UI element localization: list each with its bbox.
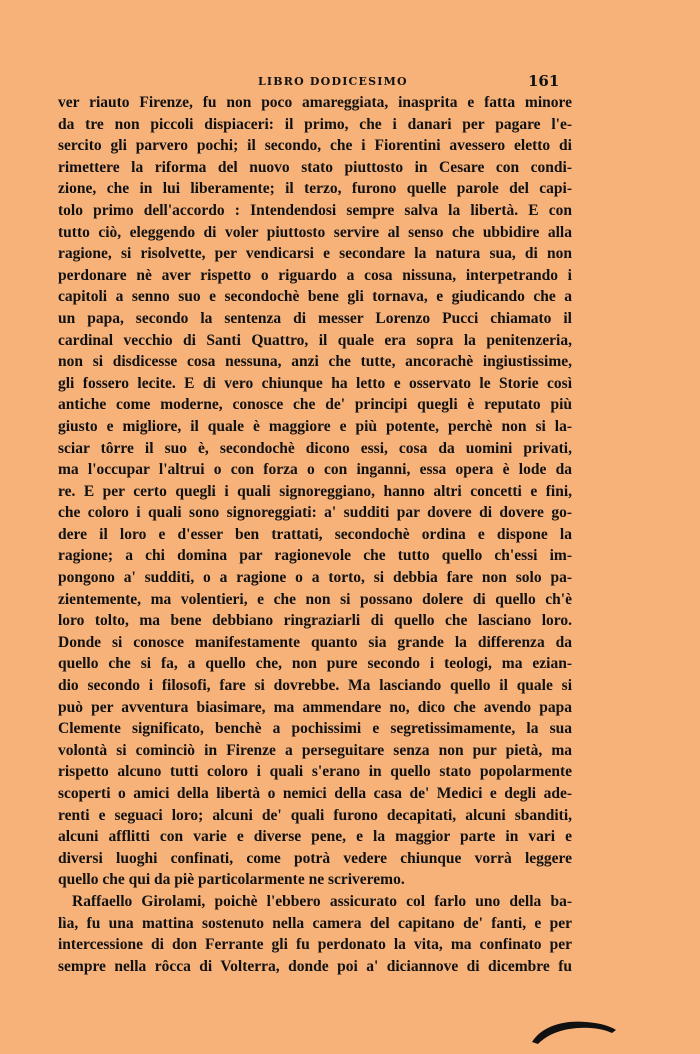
body-text bbox=[58, 92, 572, 975]
text-line: sempre nella rôcca di Volterra, donde poi a' diciannove di dicembre fu bbox=[58, 957, 572, 975]
text-line: non si disdicesse cosa nessuna, anzi che tutte, ancorachè ingiustissime, bbox=[58, 353, 572, 371]
text-line: diversi luoghi confinati, come potrà vedere chiunque vorrà leggere bbox=[58, 849, 572, 867]
text-line: capitoli a senno suo e secondochè bene gli tornava, e giudicando che a bbox=[58, 288, 572, 306]
text-line: un papa, secondo la sentenza di messer Lorenzo Pucci chiamato il bbox=[58, 309, 572, 327]
text-line: Donde si conosce manifestamente quanto sia grande la differenza da bbox=[58, 633, 572, 651]
text-line: Clemente significato, benchè a pochissimi e segretissimamente, la sua bbox=[58, 720, 572, 738]
text-line: quello che qui da piè particolarmente ne scriveremo. bbox=[58, 871, 405, 889]
text-line: lìa, fu una mattina sostenuto nella camera del capitano de' fanti, e per bbox=[58, 914, 572, 932]
text-line: che coloro i quali sono signoreggiati: a' sudditi par dovere di dovere go- bbox=[58, 504, 572, 522]
text-line: volontà si cominciò in Firenze a perseguitare senza non pur pietà, ma bbox=[58, 741, 572, 759]
text-line: intercessione di don Ferrante gli fu perdonato la vita, ma confinato per bbox=[58, 936, 572, 954]
text-line: zione, che in lui liberamente; il terzo, furono quelle parole del capi- bbox=[58, 180, 572, 198]
text-line: alcuni afflitti con varie e diverse pene, e la maggior parte in vari e bbox=[58, 828, 572, 846]
text-line: rimettere la riforma del nuovo stato piuttosto in Cesare con condi- bbox=[58, 158, 572, 176]
text-line: dere il loro e d'esser ben trattati, secondochè ordina e dispone la bbox=[58, 525, 572, 543]
text-line: gli fossero lecite. E di vero chiunque ha letto e osservato le Storie così bbox=[58, 374, 572, 392]
text-line: antiche come moderne, conosce che de' principi quegli è reputato più bbox=[58, 396, 572, 414]
text-line: re. E per certo quegli i quali signoreggiano, hanno altri concetti e fini, bbox=[58, 482, 572, 500]
text-line: ver riauto Firenze, fu non poco amareggiata, inasprita e fatta minore bbox=[58, 94, 572, 111]
text-line: tutto ciò, eleggendo di voler piuttosto servire al senso che ubbidire alla bbox=[58, 223, 572, 241]
text-line: cardinal vecchio di Santi Quattro, il quale era sopra la penitenzeria, bbox=[58, 331, 572, 349]
text-line: ragione; a chi domina par ragionevole che tutto quello ch'essi im- bbox=[58, 547, 572, 565]
text-line: rispetto alcuno tutti coloro i quali s'erano in quello stato popolarmente bbox=[58, 763, 572, 781]
text-line: renti e seguaci loro; alcuni de' quali furono decapitati, alcuni sbanditi, bbox=[58, 806, 572, 824]
text-line: tolo primo dell'accordo : Intendendosi sempre salva la libertà. E con bbox=[58, 201, 572, 219]
text-line: ma l'occupar l'altrui o con forza o con inganni, essa opera è lode da bbox=[58, 461, 572, 479]
text-line: pongono a' sudditi, o a ragione o a torto, si debbia fare non solo pa- bbox=[58, 569, 572, 587]
text-line: scoperti o amici della libertà o nemici della casa de' Medici e degli ade- bbox=[58, 785, 572, 802]
text-line: zientemente, ma volentieri, e che non si possano dolere di quello ch'è bbox=[58, 590, 572, 608]
running-head bbox=[0, 72, 700, 92]
text-line: Raffaello Girolami, poichè l'ebbero assicurato col farlo uno della ba- bbox=[72, 892, 572, 910]
text-line: giusto e migliore, il quale è maggiore e più potente, perchè non si la- bbox=[58, 417, 572, 435]
text-line: dio secondo i filosofi, fare si dovrebbe. Ma lasciando quello il quale si bbox=[58, 677, 572, 695]
running-title: LIBRO DODICESIMO bbox=[258, 75, 408, 88]
page-number: 161 bbox=[528, 72, 560, 90]
text-line: ragione, si risolvette, per vendicarsi e secondare la natura sua, di non bbox=[58, 245, 572, 263]
text-line: sciar tôrre il suo è, secondochè dicono essi, cosa da uomini privati, bbox=[58, 439, 572, 457]
text-line: quello che si fa, a quello che, non pure secondo i teologi, ma ezian- bbox=[58, 655, 572, 673]
ink-blot bbox=[528, 1014, 628, 1054]
text-line: perdonare nè aver rispetto o riguardo a cosa nissuna, interpetrando i bbox=[58, 266, 572, 284]
text-line: sercito gli parvero pochi; il secondo, che i Fiorentini avessero eletto di bbox=[58, 137, 572, 155]
text-line: loro tolto, ma bene debbiano ringraziarli di quello che lasciano loro. bbox=[58, 612, 572, 630]
text-line: può per avventura biasimare, ma ammendare no, dico che avendo papa bbox=[58, 698, 572, 716]
text-line: da tre non piccoli dispiaceri: il primo, che i danari per pagare l'e- bbox=[58, 115, 572, 133]
